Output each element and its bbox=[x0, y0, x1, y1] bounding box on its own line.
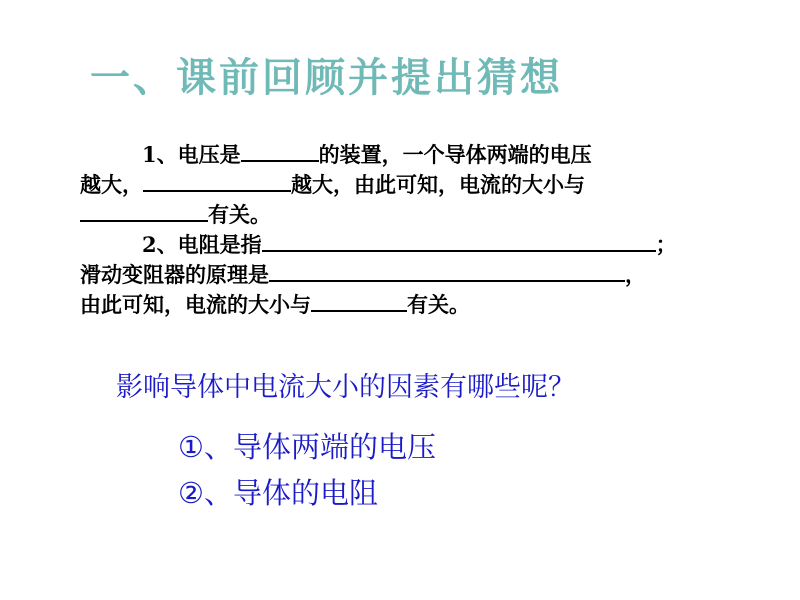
answer-blank[interactable] bbox=[311, 290, 407, 312]
review-text: 滑动变阻器的原理是 bbox=[80, 262, 269, 287]
review-text: 越大， bbox=[80, 172, 143, 197]
review-text: 、电压是 bbox=[156, 142, 241, 167]
factor-voltage: ①、导体两端的电压 bbox=[178, 430, 436, 464]
review-text: 、电阻是指 bbox=[156, 232, 262, 257]
review-text: 的装置，一个导体两端的电压 bbox=[318, 142, 592, 167]
review-text: 由此可知，电流的大小与 bbox=[80, 292, 311, 317]
review-questions bbox=[80, 140, 720, 320]
review-text: ； bbox=[655, 232, 677, 257]
question-number-1: 1 bbox=[142, 142, 157, 167]
slide-title: 一、课前回顾并提出猜想 bbox=[90, 55, 563, 101]
answer-blank[interactable] bbox=[269, 260, 625, 282]
factor-resistance: ②、导体的电阻 bbox=[178, 476, 378, 510]
review-line-4 bbox=[80, 230, 720, 260]
review-line-6 bbox=[80, 290, 720, 320]
answer-blank[interactable] bbox=[143, 170, 291, 192]
review-text: 越大，由此可知，电流的大小与 bbox=[291, 172, 585, 197]
review-text: 有关。 bbox=[208, 202, 271, 227]
answer-blank[interactable] bbox=[262, 230, 656, 252]
review-line-5 bbox=[80, 260, 720, 290]
answer-blank[interactable] bbox=[241, 140, 319, 162]
review-text: 有关。 bbox=[407, 292, 470, 317]
question-number-2: 2 bbox=[142, 232, 157, 257]
review-line-1 bbox=[80, 140, 720, 170]
review-line-3 bbox=[80, 200, 720, 230]
review-line-2 bbox=[80, 170, 720, 200]
answer-blank[interactable] bbox=[80, 200, 208, 222]
review-text: ， bbox=[625, 262, 646, 287]
guiding-question: 影响导体中电流大小的因素有哪些呢？ bbox=[116, 372, 575, 403]
